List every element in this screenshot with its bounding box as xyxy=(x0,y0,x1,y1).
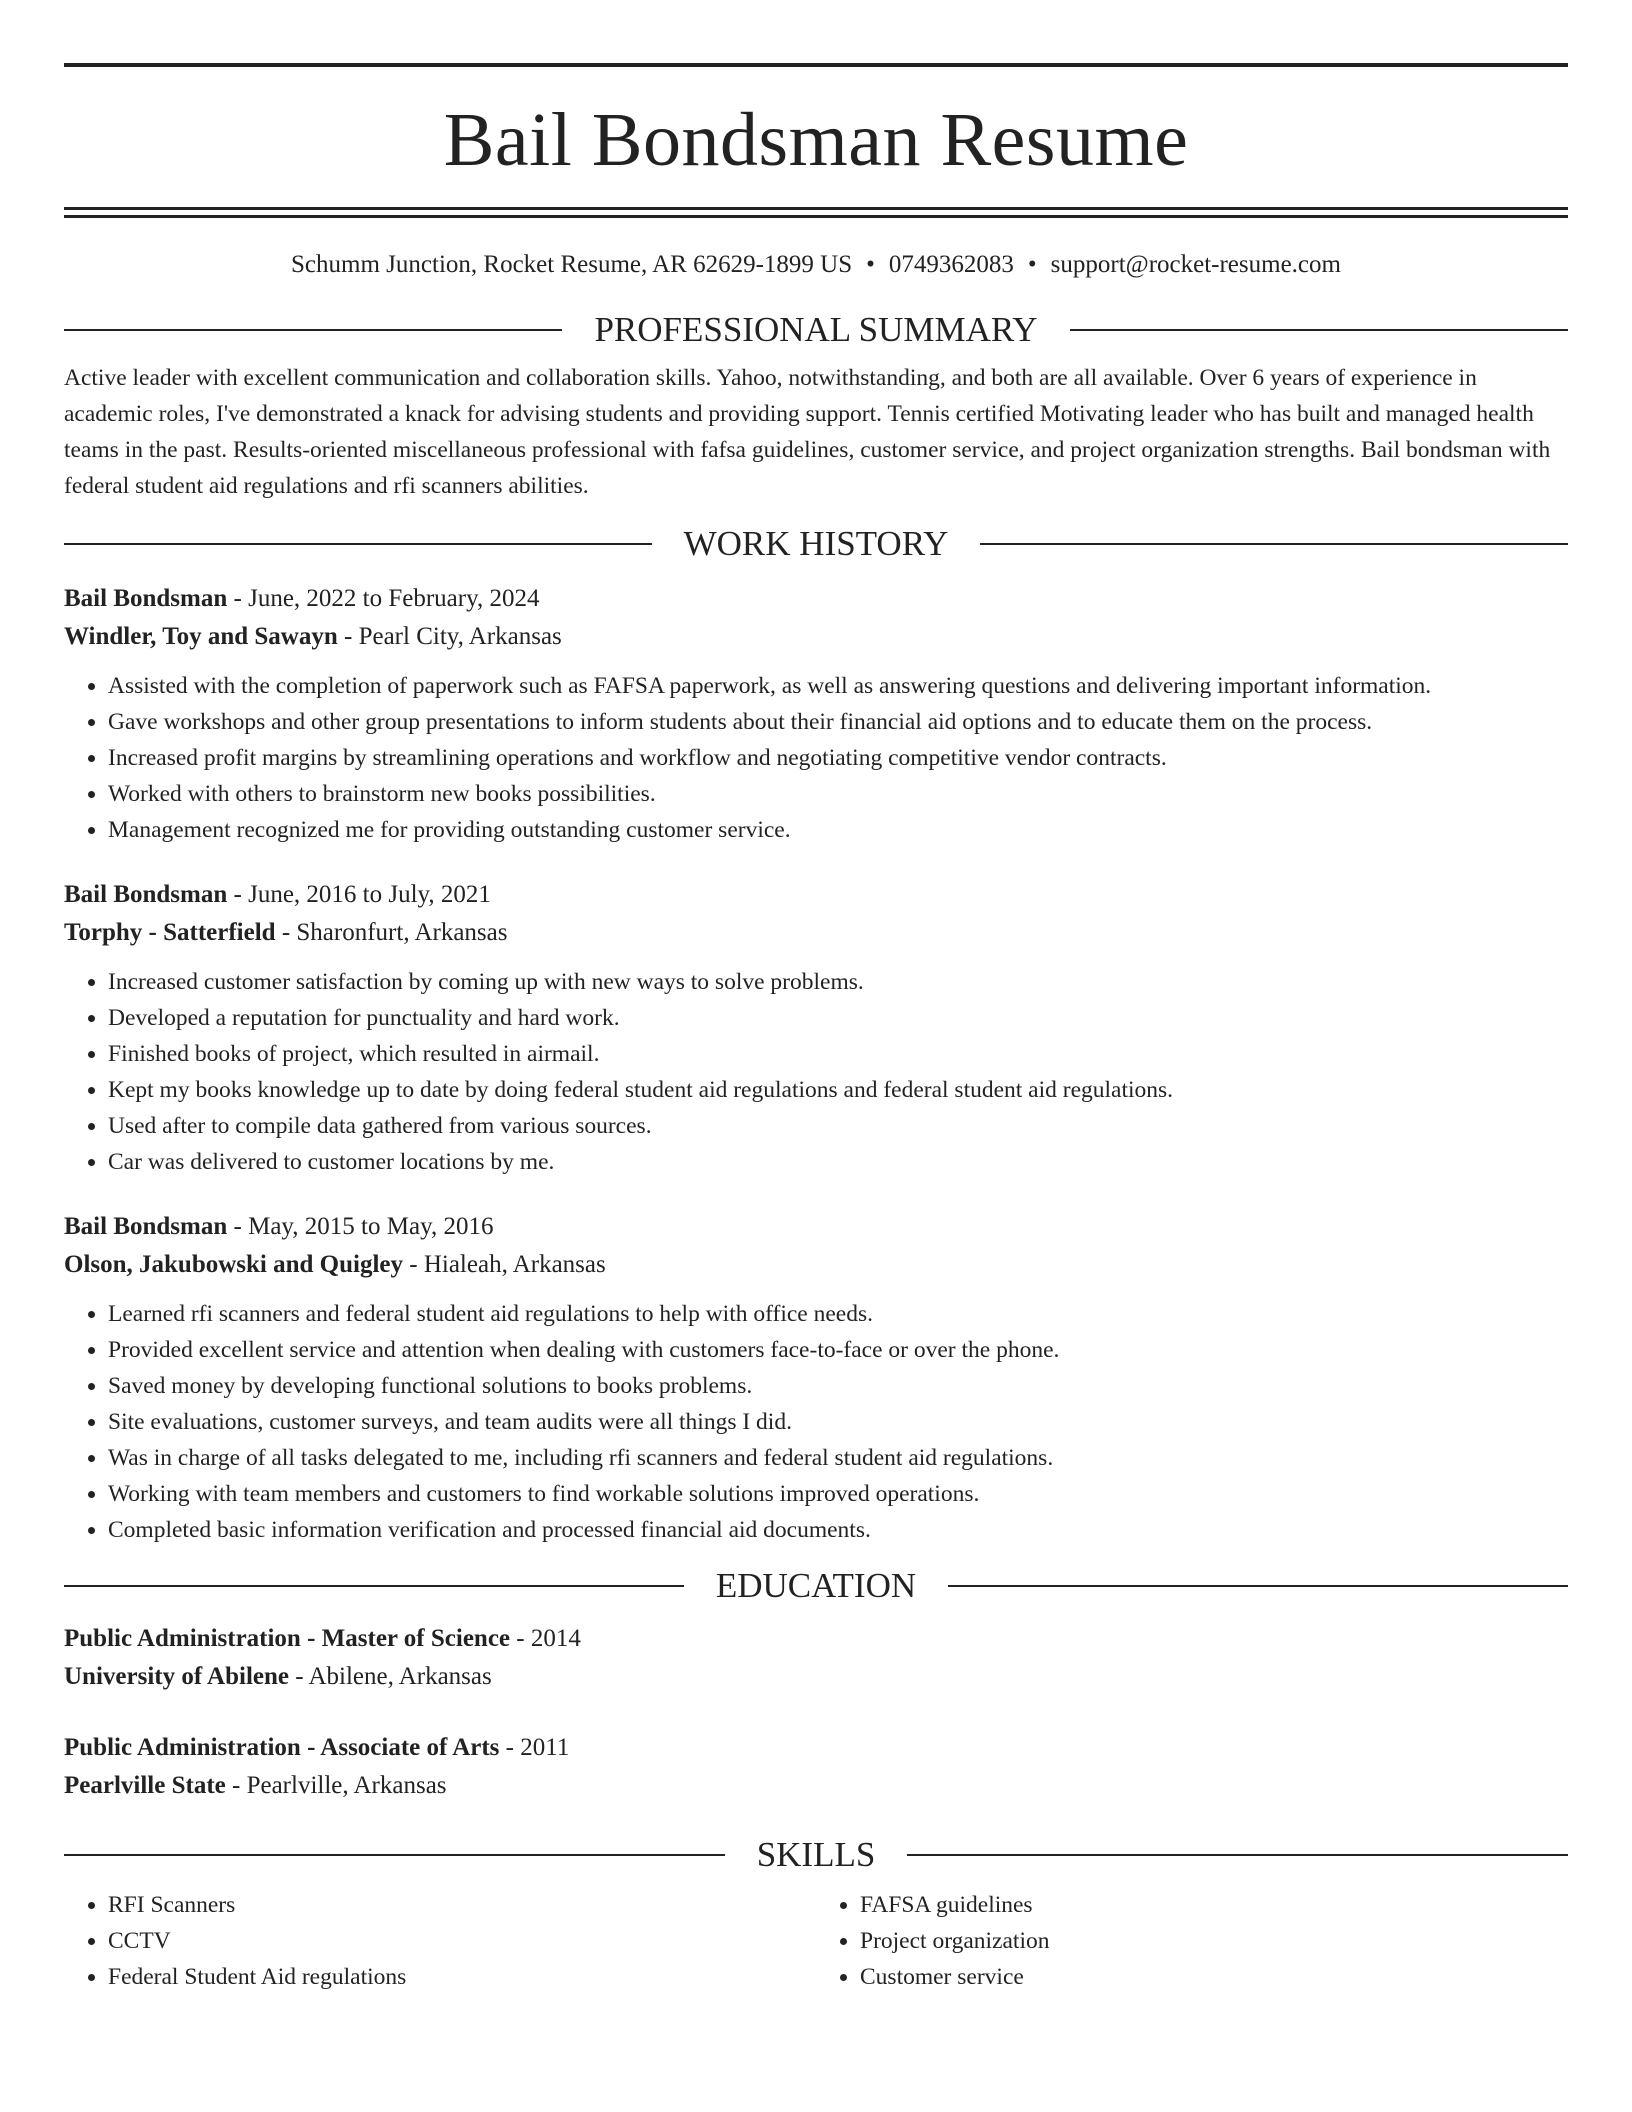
job-bullet: • Used after to compile data gathered from various sources. xyxy=(108,1108,1568,1144)
job-company-line xyxy=(64,1246,1568,1284)
job-bullet: • Gave workshops and other group presentations to inform students about their financial aid options and to educate them on the process. xyxy=(108,704,1568,740)
job-bullet: • Provided excellent service and attention when dealing with customers face-to-face or over the phone. xyxy=(108,1332,1568,1368)
summary-heading-label: PROFESSIONAL SUMMARY xyxy=(594,310,1038,349)
job-title-line xyxy=(64,1208,1568,1246)
education-school: University of Abilene xyxy=(64,1663,289,1690)
education-degree-line xyxy=(64,1729,1568,1767)
heading-rule-right xyxy=(907,1854,1568,1856)
job-bullet: • Was in charge of all tasks delegated to me, including rfi scanners and federal student aid regulations. xyxy=(108,1440,1568,1476)
education-location: - Abilene, Arkansas xyxy=(289,1663,492,1690)
contact-address: Schumm Junction, Rocket Resume, AR 62629-1899 US xyxy=(291,251,853,278)
heading-rule-left xyxy=(64,1854,725,1856)
education-school-line xyxy=(64,1767,1568,1805)
job-entry xyxy=(64,1208,1568,1548)
skills-list-right xyxy=(816,1887,1568,1995)
contact-separator: • xyxy=(866,251,875,278)
job-bullet: • Increased customer satisfaction by coming up with new ways to solve problems. xyxy=(108,964,1568,1000)
skill-item: • Federal Student Aid regulations xyxy=(108,1959,816,1995)
job-bullet: • Finished books of project, which resulted in airmail. xyxy=(108,1036,1568,1072)
job-bullet: • Learned rfi scanners and federal student aid regulations to help with office needs. xyxy=(108,1296,1568,1332)
contact-email[interactable]: support@rocket-resume.com xyxy=(1050,251,1341,278)
heading-rule-right xyxy=(980,543,1568,545)
heading-rule-left xyxy=(64,543,652,545)
skill-item: • Customer service xyxy=(860,1959,1568,1995)
job-title-line xyxy=(64,876,1568,914)
contact-separator: • xyxy=(1027,251,1037,278)
resume-title: Bail Bondsman Resume xyxy=(443,98,1189,182)
job-company: Torphy - Satterfield xyxy=(64,919,276,946)
job-bullet: • Saved money by developing functional solutions to books problems. xyxy=(108,1368,1568,1404)
job-company-line xyxy=(64,914,1568,952)
job-dates: - June, 2016 to July, 2021 xyxy=(227,881,491,908)
job-company-line xyxy=(64,618,1568,656)
job-title-line xyxy=(64,580,1568,618)
job-bullet: • Completed basic information verification and processed financial aid documents. xyxy=(108,1512,1568,1548)
skills-column-left xyxy=(64,1887,816,1995)
job-bullets xyxy=(64,668,1568,848)
heading-rule-right xyxy=(1070,329,1568,331)
job-bullets xyxy=(64,964,1568,1180)
education-heading-label: EDUCATION xyxy=(715,1566,917,1605)
skills-heading-label: SKILLS xyxy=(756,1835,876,1874)
summary-heading xyxy=(64,310,1568,350)
skill-item: • FAFSA guidelines xyxy=(860,1887,1568,1923)
job-bullet: • Working with team members and customers to find workable solutions improved operations. xyxy=(108,1476,1568,1512)
education-year: - 2011 xyxy=(499,1734,570,1761)
job-location: - Pearl City, Arkansas xyxy=(337,623,562,650)
skills-list-left xyxy=(64,1887,816,1995)
job-bullet: • Management recognized me for providing outstanding customer service. xyxy=(108,812,1568,848)
work-heading xyxy=(64,524,1568,564)
job-dates: - June, 2022 to February, 2024 xyxy=(227,585,540,612)
work-heading-label: WORK HISTORY xyxy=(683,524,949,563)
education-year: - 2014 xyxy=(510,1625,581,1652)
heading-rule-left xyxy=(64,1585,684,1587)
skills-heading xyxy=(64,1835,1568,1875)
education-entry xyxy=(64,1620,1568,1696)
job-company: Windler, Toy and Sawayn xyxy=(64,623,338,650)
job-location: - Sharonfurt, Arkansas xyxy=(275,919,508,946)
job-bullet: • Worked with others to brainstorm new books possibilities. xyxy=(108,776,1568,812)
contact-phone: 0749362083 xyxy=(888,251,1014,278)
education-school: Pearlville State xyxy=(64,1772,226,1799)
skill-item: • Project organization xyxy=(860,1923,1568,1959)
job-bullet: • Assisted with the completion of paperwork such as FAFSA paperwork, as well as answering questions and delivering important information. xyxy=(108,668,1568,704)
skills-column-right xyxy=(816,1887,1568,1995)
job-bullet: • Car was delivered to customer locations by me. xyxy=(108,1144,1568,1180)
heading-rule-left xyxy=(64,329,562,331)
summary-text: Active leader with excellent communication and collaboration skills. Yahoo, notwithstanding, and both are all available. Over 6 years of experience in academic roles, I've demonstrated a knack for advising students and providing support. Tennis certified Motivating leader who has built and managed health teams in the past. Results-oriented miscellaneous professional with fafsa guidelines, customer service, and project organization strengths. Bail bondsman with federal student aid regulations and rfi scanners abilities. xyxy=(64,365,1551,499)
contact-line xyxy=(64,249,1568,281)
job-company: Olson, Jakubowski and Quigley xyxy=(64,1251,404,1278)
education-entry xyxy=(64,1729,1568,1805)
resume-page xyxy=(64,0,1568,1995)
job-bullets xyxy=(64,1296,1568,1548)
job-entry xyxy=(64,876,1568,1180)
job-bullet: • Kept my books knowledge up to date by doing federal student aid regulations and federal student aid regulations. xyxy=(108,1072,1568,1108)
job-location: - Hialeah, Arkansas xyxy=(403,1251,606,1278)
top-rule xyxy=(64,63,1568,67)
skill-item: • CCTV xyxy=(108,1923,816,1959)
job-title: Bail Bondsman xyxy=(64,585,228,612)
job-bullet: • Site evaluations, customer surveys, and team audits were all things I did. xyxy=(108,1404,1568,1440)
job-dates: - May, 2015 to May, 2016 xyxy=(227,1213,494,1240)
title-double-rule xyxy=(64,207,1568,218)
job-title: Bail Bondsman xyxy=(64,1213,228,1240)
job-entry xyxy=(64,580,1568,848)
skill-item: • RFI Scanners xyxy=(108,1887,816,1923)
job-title: Bail Bondsman xyxy=(64,881,228,908)
education-degree: Public Administration - Associate of Arts xyxy=(64,1734,500,1761)
education-school-line xyxy=(64,1658,1568,1696)
education-degree: Public Administration - Master of Science xyxy=(64,1625,511,1652)
skills-grid xyxy=(64,1887,1568,1995)
education-location: - Pearlville, Arkansas xyxy=(225,1772,447,1799)
heading-rule-right xyxy=(948,1585,1568,1587)
education-degree-line xyxy=(64,1620,1568,1658)
education-heading xyxy=(64,1566,1568,1606)
job-bullet: • Developed a reputation for punctuality and hard work. xyxy=(108,1000,1568,1036)
job-bullet: • Increased profit margins by streamlining operations and workflow and negotiating competitive vendor contracts. xyxy=(108,740,1568,776)
